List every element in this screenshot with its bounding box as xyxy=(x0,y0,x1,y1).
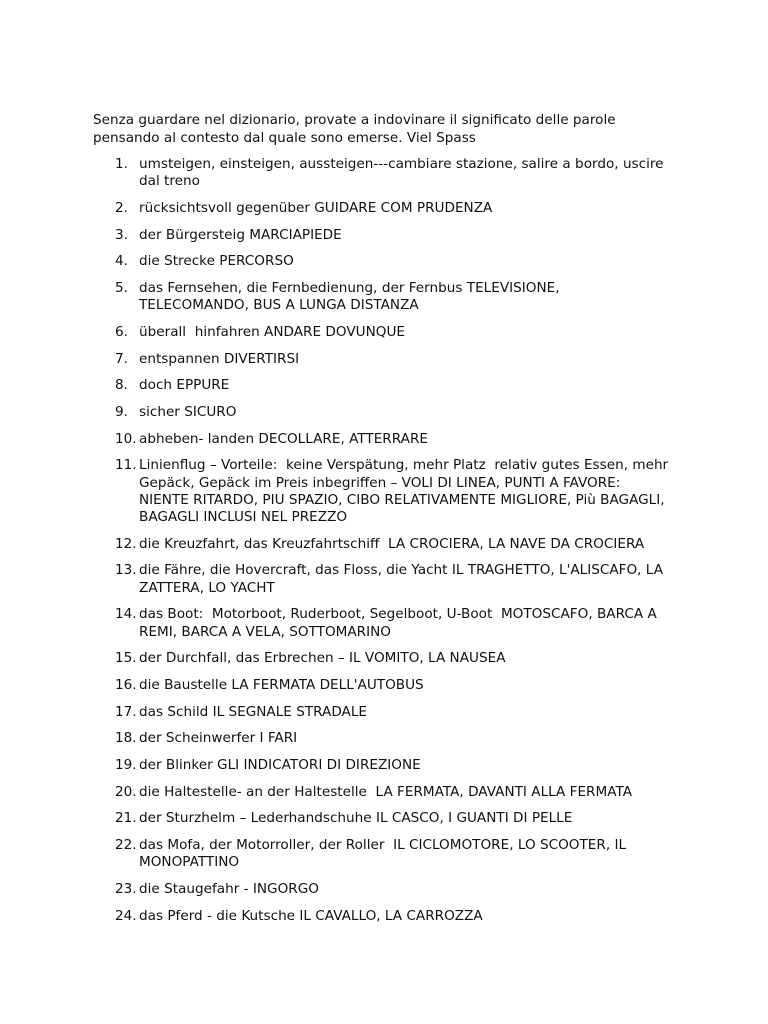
list-item-text: die Staugefahr - INGORGO xyxy=(139,881,319,898)
list-item xyxy=(93,156,673,190)
list-item-text: der Durchfall, das Erbrechen – IL VOMITO, LA NAUSEA xyxy=(139,650,506,667)
list-item-number: 24. xyxy=(115,907,137,924)
list-item xyxy=(93,606,673,640)
list-item-text: das Pferd - die Kutsche IL CAVALLO, LA CARROZZA xyxy=(139,907,483,924)
document-page xyxy=(93,112,673,935)
list-item-number: 1. xyxy=(115,156,128,172)
list-item-text: die Baustelle LA FERMATA DELL'AUTOBUS xyxy=(139,676,424,693)
list-item-text: umsteigen, einsteigen, aussteigen---cambiare stazione, salire a bordo, uscire dal treno xyxy=(139,156,668,190)
list-item xyxy=(93,200,673,217)
list-item-text: doch EPPURE xyxy=(139,377,230,394)
list-item-number: 2. xyxy=(115,199,128,216)
list-item-number: 11. xyxy=(115,457,137,474)
list-item-text: rücksichtsvoll gegenüber GUIDARE COM PRUDENZA xyxy=(139,199,493,216)
list-item-text: das Schild IL SEGNALE STRADALE xyxy=(139,703,368,720)
list-item-number: 7. xyxy=(115,350,128,367)
list-item-text: die Fähre, die Hovercraft, das Floss, die Yacht IL TRAGHETTO, L'ALISCAFO, LA ZATTERA, LO YACHT xyxy=(139,562,668,596)
list-item-number: 23. xyxy=(115,881,137,898)
list-item xyxy=(93,431,673,448)
list-item-number: 5. xyxy=(115,280,128,297)
list-item-text: die Strecke PERCORSO xyxy=(139,253,294,270)
list-item-text: das Fernsehen, die Fernbedienung, der Fernbus TELEVISIONE, TELECOMANDO, BUS A LUNGA DISTANZA xyxy=(139,280,564,314)
list-item-number: 15. xyxy=(115,650,137,667)
list-item xyxy=(93,562,673,596)
list-item-text: abheben- landen DECOLLARE, ATTERRARE xyxy=(139,430,428,447)
list-item xyxy=(93,784,673,801)
list-item xyxy=(93,704,673,721)
list-item-text: das Boot: Motorboot, Ruderboot, Segelboot, U-Boot MOTOSCAFO, BARCA A REMI, BARCA A VELA, SOTTOMARINO xyxy=(139,606,662,640)
list-item xyxy=(93,280,673,314)
list-item-number: 4. xyxy=(115,253,128,270)
list-item xyxy=(93,730,673,747)
list-item-text: der Scheinwerfer I FARI xyxy=(139,730,298,747)
list-item-number: 18. xyxy=(115,730,137,747)
list-item xyxy=(93,536,673,553)
list-item-number: 22. xyxy=(115,837,137,854)
list-item-number: 6. xyxy=(115,323,128,340)
list-item-number: 10. xyxy=(115,430,137,447)
list-item-number: 13. xyxy=(115,562,137,579)
list-item xyxy=(93,908,673,925)
list-item xyxy=(93,324,673,341)
list-item-text: das Mofa, der Motorroller, der Roller IL CICLOMOTORE, LO SCOOTER, IL MONOPATTINO xyxy=(139,837,631,871)
list-item xyxy=(93,650,673,667)
list-item-number: 14. xyxy=(115,606,137,623)
list-item xyxy=(93,351,673,368)
list-item-text: der Bürgersteig MARCIAPIEDE xyxy=(139,226,342,243)
list-item-number: 16. xyxy=(115,676,137,693)
list-item-text: der Sturzhelm – Lederhandschuhe IL CASCO, I GUANTI DI PELLE xyxy=(139,810,573,827)
list-item-text: Linienflug – Vorteile: keine Verspätung, mehr Platz relativ gutes Essen, mehr Gepäck, Gepäck im Preis inbegriffen – VOLI DI LINEA, PUNTI A FAVORE: NIENTE RITARDO, PIU SPAZIO, CIBO RELATIVAMENTE MIGLIORE, Più BAGAGLI, BAGAGLI INCLUSI NEL PREZZO xyxy=(139,457,673,526)
list-item-number: 12. xyxy=(115,535,137,552)
list-item-text: entspannen DIVERTIRSI xyxy=(139,350,300,367)
vocabulary-list xyxy=(93,156,673,925)
list-item-text: die Haltestelle- an der Haltestelle LA FERMATA, DAVANTI ALLA FERMATA xyxy=(139,783,633,800)
list-item-text: sicher SICURO xyxy=(139,404,237,421)
intro-paragraph: Senza guardare nel dizionario, provate a indovinare il significato delle parole pensando al contesto dal quale sono emerse. Viel Spass xyxy=(93,112,616,146)
list-item-number: 3. xyxy=(115,226,128,243)
list-item-number: 9. xyxy=(115,404,128,421)
list-item xyxy=(93,837,673,871)
list-item xyxy=(93,810,673,827)
list-item xyxy=(93,881,673,898)
list-item-text: der Blinker GLI INDICATORI DI DIREZIONE xyxy=(139,757,421,774)
list-item xyxy=(93,677,673,694)
list-item xyxy=(93,757,673,774)
list-item-text: die Kreuzfahrt, das Kreuzfahrtschiff LA CROCIERA, LA NAVE DA CROCIERA xyxy=(139,535,645,552)
list-item-number: 8. xyxy=(115,377,128,394)
list-item-number: 19. xyxy=(115,757,137,774)
list-item xyxy=(93,457,673,526)
list-item-number: 21. xyxy=(115,810,137,827)
list-item-number: 20. xyxy=(115,783,137,800)
list-item xyxy=(93,253,673,270)
list-item xyxy=(93,404,673,421)
list-item xyxy=(93,227,673,244)
list-item-text: überall hinfahren ANDARE DOVUNQUE xyxy=(139,323,405,340)
list-item xyxy=(93,377,673,394)
list-item-number: 17. xyxy=(115,703,137,720)
